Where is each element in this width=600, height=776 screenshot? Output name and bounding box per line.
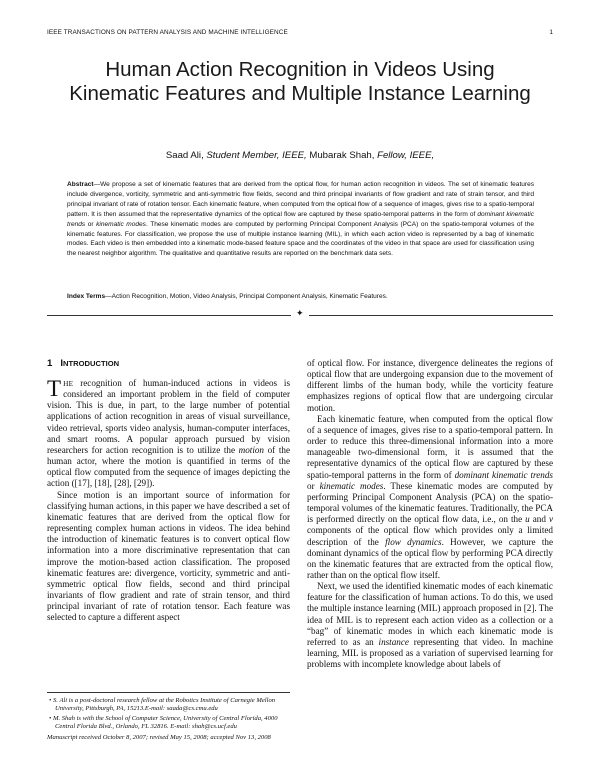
right-column <box>307 358 553 670</box>
abstract-text-3: . These kinematic modes are computed by performing Principal Component Analysis (PCA) on the spatio-temporal volumes of the kinematic features. For classification, we propose the use of multiple instance learning (MIL), in which each action video is represented by a bag of kinematic modes. Each video is then embedded into a kinematic mode-based feature space and the coordinates of the video in that space are used for classification using the nearest neighbor algorithm. The qualitative and quantitative results are reported on the benchmark data sets. <box>67 220 534 258</box>
abstract-text-2: or <box>85 220 97 228</box>
right-paragraph-2 <box>307 414 553 581</box>
intro-smallcaps: HE <box>63 379 74 388</box>
right-text-2e: components of the optical flow which provides only a limited description of the <box>307 525 553 547</box>
abstract-label: Abstract <box>67 181 94 188</box>
right-text-2c: . These kinematic modes are computed by performing Principal Component Analysis (PCA) on the spatio-temporal volumes of the kinematic features. Traditionally, the PCA is performed directly on the optical flow data, i.e., on the <box>307 480 553 525</box>
right-paragraph-3 <box>307 581 553 670</box>
right-emphasis-instance: instance <box>378 636 409 647</box>
section-heading-introduction <box>47 358 290 370</box>
footnote-author-2 <box>47 715 290 732</box>
intro-text-1b: of the human actor, where the motion is quantified in terms of the optical flow computed from the sequence of images depicting the action ([17], [18], [28], [29]). <box>47 444 290 489</box>
bullet-icon: • <box>49 697 52 704</box>
right-text-2f: . However, we capture the dominant dynamics of the optical flow by performing PCA directly on the kinematic features that are extracted from the optical flow, rather than on the optical flow itself. <box>307 536 554 580</box>
page-number: 1 <box>549 29 553 36</box>
right-text-3a: Next, we used the identified kinematic modes of each kinematic feature for the classification of human actions. To do this, we used the multiple instance learning (MIL) approach proposed in [2]. The idea of MIL is to represent each action video as a collection or a “bag” of kinematic modes in which each kinematic mode is referred to as an <box>307 581 553 647</box>
section-number: 1 <box>47 358 53 369</box>
intro-paragraph-2: Since motion is an important source of information for classifying human actions, in this paper we have described a set of kinematic features that are derived from the optical flow for representing complex human actions in videos. The idea behind the introduction of kinematic features is to convert optical flow information into a more discriminative representation that can improve the motion-based action classification. The proposed kinematic features are: divergence, vorticity, symmetric and anti-symmetric optical flow fields, second and third principal invariants of flow gradient and rate of strain tensor, and third principal invariant of rate of rotation tensor. Each feature was selected to capture a different aspect <box>47 489 290 623</box>
right-text-3b: representing that video. In machine learning, MIL is proposed as a variation of supervised learning for problems with incomplete knowledge about labels of <box>307 636 553 670</box>
paper-title: Human Action Recognition in Videos Using Kinematic Features and Multiple Instance Learning <box>69 58 531 105</box>
right-emphasis-1: dominant kinematic trends <box>454 469 553 480</box>
manuscript-dates: Manuscript received October 8, 2007; revised May 15, 2008; accepted Nov 13, 2008 <box>47 734 271 742</box>
footnotes <box>47 692 290 742</box>
intro-text-1a: recognition of human-induced actions in videos is considered an important problem in the field of computer vision. This is due, in part, to the large number of potential applications of action recognition in areas of visual surveillance, video retrieval, sports video analysis, human-computer interfaces, and smart rooms. A popular approach pursued by vision researchers for action recognition is to utilize the <box>47 378 290 455</box>
left-column <box>47 358 290 623</box>
right-text-2a: Each kinematic feature, when computed from the optical flow of a sequence of images, gives rise to a spatio-temporal pattern. In order to reduce this three-dimensional information into a more manageable two-dimensional form, it is assumed that the representative dynamics of the optical flow are captured by these spatio-temporal patterns in the form of <box>307 413 553 480</box>
section-divider <box>47 309 553 320</box>
section-title-rest: NTRODUCTION <box>63 359 120 368</box>
right-emphasis-2: kinematic modes <box>319 480 384 491</box>
running-header <box>47 29 553 39</box>
author-1-title: Student Member, IEEE, <box>206 150 307 161</box>
drop-cap: T <box>47 376 62 401</box>
right-text-2d: and <box>529 514 549 525</box>
journal-name: IEEE TRANSACTIONS ON PATTERN ANALYSIS AND MACHINE INTELLIGENCE <box>47 29 288 36</box>
divider-line-right <box>309 315 553 316</box>
right-paragraph-1: of optical flow. For instance, divergence delineates the regions of optical flow that are undergoing expansion due to the movement of different limbs of the human body, while the vorticity feature emphasizes regions of optical flow that are undergoing circular motion. <box>307 358 553 413</box>
abstract-text-1: —We propose a set of kinematic features that are derived from the optical flow, for human action recognition in videos. The set of kinematic features include divergence, vorticity, symmetric and anti-symmetric flow fields, second and third principal invariants of flow gradient and rate of strain tensor, and third principal invariant of rate of rotation tensor. Each kinematic feature, when computed from the optical flow of a sequence of images, gives rise to a spatio-temporal pattern. It is then assumed that the representative dynamics of the optical flow are captured by these spatio-temporal patterns in the form of <box>67 181 534 218</box>
divider-line-left <box>47 315 291 316</box>
bullet-icon: • <box>49 714 52 722</box>
author-2-name: Mubarak Shah, <box>309 150 375 161</box>
right-emphasis-3: flow dynamics <box>385 536 442 547</box>
footnote-2-text: M. Shah is with the School of Computer Science, University of Central Florida, 4000 Central Florida Blvd., Orlando, FL 32816. E-mail: shah@cs.ucf.edu <box>52 714 278 730</box>
author-1-name: Saad Ali, <box>165 150 204 161</box>
math-u: u <box>525 514 530 525</box>
math-v: v <box>548 514 553 525</box>
footnote-author-1 <box>47 697 290 714</box>
right-text-2b: or <box>307 480 320 491</box>
divider-diamond-icon: ✦ <box>296 309 304 319</box>
abstract-emphasis-1: dominant kinematic trends <box>67 210 534 228</box>
intro-paragraph-1 <box>47 378 290 490</box>
intro-emphasis-motion: motion <box>238 444 264 455</box>
footnote-1-text: S. Ali is a post-doctoral research fellow at the Robotics Institute of Carnegie Mellon University, Pittsburgh, PA, 15213.E-mail: saada@cs.cmu.edu <box>52 697 276 713</box>
footnote-rule <box>47 692 290 693</box>
index-terms-label: Index Terms <box>67 293 106 300</box>
abstract-emphasis-2: kinematic modes <box>96 220 146 228</box>
section-title-initial: I <box>60 358 64 369</box>
index-terms <box>67 292 534 302</box>
index-terms-text: —Action Recognition, Motion, Video Analysis, Principal Component Analysis, Kinematic Features. <box>105 293 388 300</box>
abstract <box>67 180 534 259</box>
author-line <box>60 150 540 161</box>
author-2-title: Fellow, IEEE, <box>377 150 435 161</box>
